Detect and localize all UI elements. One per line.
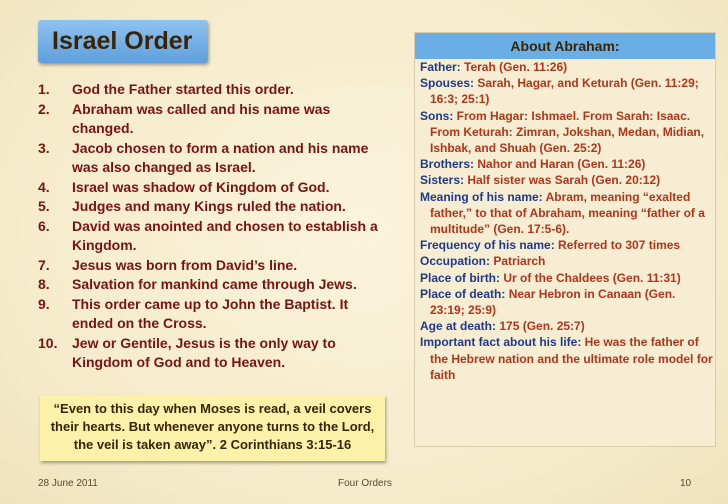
- footer-page-number: 10: [680, 478, 692, 489]
- fact-important: [420, 334, 713, 383]
- title-box: [38, 20, 208, 63]
- list-item-text: Judges and many Kings ruled the nation.: [72, 198, 346, 214]
- fact-value: From Hagar: Ishmael. From Sarah: Isaac. From Keturah: Zimran, Jokshan, Medan, Midian, Ishbak, and Shuah (Gen. 25:2): [430, 108, 705, 156]
- fact-place-of-death: [420, 286, 713, 318]
- fact-brothers: [420, 156, 713, 172]
- list-item: [38, 275, 386, 295]
- fact-sons: [420, 108, 713, 157]
- fact-key: Meaning of his name:: [420, 189, 543, 204]
- list-item-text: Abraham was called and his name was changed.: [72, 100, 331, 136]
- list-item-text: God the Father started this order.: [72, 81, 294, 97]
- fact-key: Frequency of his name:: [420, 238, 555, 253]
- fact-age-at-death: [420, 318, 713, 334]
- list-item-text: Jacob chosen to form a nation and his name was also changed as Israel.: [72, 139, 369, 175]
- fact-value: Referred to 307 times: [554, 238, 681, 253]
- list-item-text: Jew or Gentile, Jesus is the only way to Kingdom of God and to Heaven.: [72, 334, 336, 370]
- about-abraham-title: About Abraham:: [510, 38, 620, 54]
- list-item-number: 7.: [38, 256, 50, 273]
- fact-key: Brothers:: [420, 157, 475, 172]
- fact-value: 175 (Gen. 25:7): [496, 319, 585, 334]
- fact-key: Place of birth:: [420, 270, 501, 285]
- fact-key: Sons:: [420, 108, 454, 123]
- list-item: [38, 80, 386, 100]
- fact-key: Sisters:: [420, 173, 465, 188]
- list-item-number: 3.: [38, 139, 50, 156]
- fact-key: Father:: [420, 60, 461, 74]
- list-item-text: This order came up to John the Baptist. It ended on the Cross.: [72, 295, 349, 331]
- list-item: [38, 334, 386, 373]
- fact-occupation: [420, 253, 713, 269]
- list-item-number: 10.: [38, 334, 58, 351]
- fact-value: He was the father of the Hebrew nation and the ultimate role model for faith: [430, 335, 713, 382]
- list-item-number: 5.: [38, 198, 50, 214]
- list-item: [38, 217, 386, 256]
- slide-title: Israel Order: [52, 27, 193, 55]
- scripture-quote: “Even to this day when Moses is read, a veil covers their hearts. But whenever anyone turns to the Lord, the veil is taken away”. 2 Corinthians 3:15-16: [50, 401, 375, 452]
- footer-center: Four Orders: [338, 478, 392, 489]
- list-item: [38, 100, 386, 139]
- list-item-text: David was anointed and chosen to establish a Kingdom.: [72, 217, 378, 253]
- fact-meaning-of-name: [420, 189, 713, 238]
- fact-value: Ur of the Chaldees (Gen. 11:31): [500, 270, 681, 285]
- fact-value: Terah (Gen. 11:26): [460, 60, 568, 74]
- fact-name-frequency: [420, 237, 713, 253]
- list-item-number: 2.: [38, 100, 50, 117]
- list-item-number: 6.: [38, 217, 50, 234]
- about-abraham-panel: [414, 32, 716, 447]
- fact-key: Occupation:: [420, 254, 491, 269]
- fact-value: Patriarch: [490, 254, 546, 269]
- list-item-text: Jesus was born from David’s line.: [72, 256, 298, 273]
- fact-father: [420, 59, 713, 75]
- fact-value: Nahor and Haran (Gen. 11:26): [474, 157, 646, 172]
- fact-value: Half sister was Sarah (Gen. 20:12): [464, 173, 661, 188]
- footer-date: 28 June 2011: [38, 478, 98, 489]
- fact-key: Important fact about his life:: [420, 335, 582, 350]
- fact-place-of-birth: [420, 270, 713, 286]
- list-item-number: 9.: [38, 295, 50, 312]
- fact-key: Place of death:: [420, 286, 506, 301]
- list-item-number: 4.: [38, 178, 50, 195]
- list-item: [38, 295, 386, 334]
- fact-key: Spouses:: [420, 76, 475, 91]
- list-item-text: Israel was shadow of Kingdom of God.: [72, 178, 330, 195]
- list-item-number: 8.: [38, 276, 50, 292]
- list-item-number: 1.: [38, 81, 50, 97]
- list-item: [38, 197, 386, 217]
- list-item: [38, 178, 386, 198]
- fact-value: Near Hebron in Canaan (Gen. 23:19; 25:9): [430, 286, 676, 318]
- about-abraham-header: [415, 33, 715, 59]
- fact-spouses: [420, 75, 713, 107]
- facts-list: [420, 59, 713, 383]
- fact-sisters: [420, 172, 713, 188]
- fact-value: Abram, meaning “exalted father,” to that of Abraham, meaning “father of a multitude” (Gen. 17:5-6).: [430, 189, 705, 237]
- list-item-text: Salvation for mankind came through Jews.: [72, 276, 357, 292]
- list-item: [38, 256, 386, 276]
- fact-value: Sarah, Hagar, and Keturah (Gen. 11:29; 16:3; 25:1): [430, 76, 699, 107]
- quote-box: [40, 395, 385, 461]
- list-item: [38, 139, 386, 178]
- order-list: [38, 80, 386, 373]
- fact-key: Age at death:: [420, 319, 497, 334]
